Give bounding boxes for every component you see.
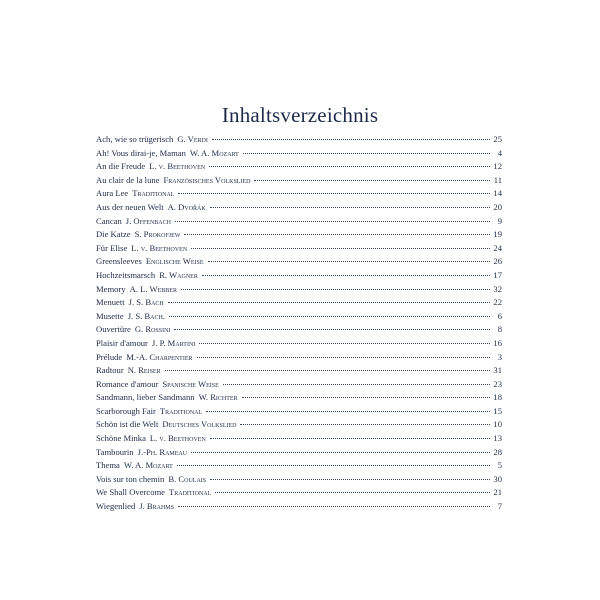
- toc-entry: [96, 283, 502, 297]
- dot-leader: [210, 207, 490, 208]
- dot-leader: [215, 492, 490, 493]
- song-title: Sandmann, lieber Sandmann: [96, 392, 195, 403]
- page-number: 23: [493, 378, 502, 389]
- song-title: We Shall Overcome: [96, 487, 165, 498]
- page-number: 9: [497, 215, 502, 226]
- composer-name: L. v. Beethoven: [149, 161, 206, 172]
- page-number: 17: [493, 269, 502, 280]
- page-number: 26: [493, 256, 502, 267]
- page-number: 18: [493, 392, 502, 403]
- page-number: 8: [497, 324, 502, 335]
- composer-name: W. Richter: [198, 392, 238, 403]
- dot-leader: [197, 357, 491, 358]
- dot-leader: [223, 384, 490, 385]
- composer-name: A. L. Webber: [129, 283, 177, 294]
- composer-name: M.-A. Charpentier: [126, 351, 193, 362]
- composer-name: S. Prokofjew: [134, 229, 181, 240]
- dot-leader: [206, 411, 490, 412]
- toc-entry: [96, 337, 502, 351]
- song-title: Die Katze: [96, 229, 131, 240]
- toc-entry: [96, 500, 502, 514]
- composer-name: J. Brahms: [139, 501, 174, 512]
- toc-entry: [96, 133, 502, 147]
- song-title: Memory: [96, 283, 126, 294]
- dot-leader: [165, 370, 490, 371]
- toc-entry: [96, 228, 502, 242]
- song-title: Wiegenlied: [96, 501, 136, 512]
- song-title: Tambourin: [96, 446, 134, 457]
- toc-entry: [96, 364, 502, 378]
- toc-entry: [96, 269, 502, 283]
- toc-entry: [96, 351, 502, 365]
- dot-leader: [212, 139, 490, 140]
- song-title: Ouvertüre: [96, 324, 131, 335]
- dot-leader: [242, 397, 490, 398]
- page-number: 19: [493, 229, 502, 240]
- composer-name: Spanische Weise: [162, 378, 219, 389]
- song-title: Plaisir d'amour: [96, 337, 148, 348]
- page-number: 32: [493, 283, 502, 294]
- composer-name: L. v. Beethoven: [131, 242, 188, 253]
- page-number: 24: [493, 242, 502, 253]
- page-number: 7: [497, 501, 502, 512]
- composer-name: L. v. Beethoven: [149, 433, 206, 444]
- dot-leader: [177, 465, 490, 466]
- table-of-contents: [96, 133, 502, 514]
- toc-entry: [96, 215, 502, 229]
- composer-name: B. Coulais: [168, 473, 207, 484]
- toc-entry: [96, 405, 502, 419]
- composer-name: Französisches Volkslied: [163, 174, 251, 185]
- composer-name: R. Wagner: [159, 269, 198, 280]
- page-number: 20: [493, 201, 502, 212]
- toc-entry: [96, 418, 502, 432]
- song-title: Vois sur ton chemin: [96, 473, 165, 484]
- page-number: 6: [497, 310, 502, 321]
- dot-leader: [202, 275, 490, 276]
- dot-leader: [169, 316, 490, 317]
- song-title: Für Elise: [96, 242, 128, 253]
- composer-name: Deutsches Volkslied: [162, 419, 237, 430]
- toc-entry: [96, 446, 502, 460]
- dot-leader: [184, 234, 490, 235]
- song-title: Thema: [96, 460, 120, 471]
- dot-leader: [240, 424, 490, 425]
- toc-entry: [96, 160, 502, 174]
- song-title: Radtour: [96, 365, 124, 376]
- page-number: 10: [493, 419, 502, 430]
- composer-name: Traditional: [159, 405, 203, 416]
- composer-name: J. S. Bach: [128, 297, 164, 308]
- song-title: Cancan: [96, 215, 122, 226]
- toc-entry: [96, 296, 502, 310]
- song-title: Aus der neuen Welt: [96, 201, 164, 212]
- page-number: 5: [497, 460, 502, 471]
- composer-name: J. S. Bach.: [127, 310, 165, 321]
- song-title: Ach, wie so trügerisch: [96, 134, 174, 144]
- toc-entry: [96, 242, 502, 256]
- dot-leader: [181, 289, 490, 290]
- dot-leader: [254, 180, 490, 181]
- song-title: Schöne Minka: [96, 433, 146, 444]
- song-title: Romance d'amour: [96, 378, 159, 389]
- dot-leader: [168, 302, 490, 303]
- composer-name: G. Verdi: [177, 134, 208, 144]
- toc-entry: [96, 147, 502, 161]
- composer-name: J.-Ph. Rameau: [137, 446, 188, 457]
- toc-entry: [96, 201, 502, 215]
- song-title: Menuett: [96, 297, 125, 308]
- dot-leader: [191, 452, 490, 453]
- composer-name: J. Offenbach: [125, 215, 171, 226]
- song-title: Schön ist die Welt: [96, 419, 159, 430]
- dot-leader: [210, 479, 490, 480]
- page-number: 11: [493, 174, 502, 185]
- toc-entry: [96, 459, 502, 473]
- song-title: Au clair de la lune: [96, 174, 160, 185]
- song-title: Aura Lee: [96, 188, 129, 199]
- toc-entry: [96, 391, 502, 405]
- toc-entry: [96, 432, 502, 446]
- page-number: 28: [493, 446, 502, 457]
- page-number: 13: [493, 433, 502, 444]
- song-title: Greensleeves: [96, 256, 142, 267]
- composer-name: G. Rossini: [134, 324, 171, 335]
- composer-name: W. A. Mozart: [123, 460, 173, 471]
- page-number: 31: [493, 365, 502, 376]
- dot-leader: [208, 261, 491, 262]
- page-number: 16: [493, 337, 502, 348]
- toc-entry: [96, 473, 502, 487]
- page-number: 3: [497, 351, 502, 362]
- song-title: Scarborough Fair: [96, 405, 156, 416]
- page-number: 4: [497, 147, 502, 158]
- song-title: Musette: [96, 310, 124, 321]
- dot-leader: [174, 329, 490, 330]
- composer-name: W. A. Mozart: [189, 147, 239, 158]
- toc-entry: [96, 255, 502, 269]
- dot-leader: [175, 221, 490, 222]
- dot-leader: [191, 248, 490, 249]
- dot-leader: [178, 506, 490, 507]
- page-number: 25: [493, 134, 502, 144]
- dot-leader: [243, 153, 490, 154]
- toc-entry: [96, 378, 502, 392]
- page-number: 21: [493, 487, 502, 498]
- composer-name: Traditional: [169, 487, 212, 498]
- page-number: 12: [493, 161, 502, 172]
- page-title: Inhaltsverzeichnis: [221, 103, 379, 127]
- page-number: 22: [493, 297, 502, 308]
- dot-leader: [178, 193, 490, 194]
- song-title: An die Freude: [96, 161, 146, 172]
- song-title: Prélude: [96, 351, 123, 362]
- toc-entry: [96, 187, 502, 201]
- song-title: Ah! Vous dirai-je, Maman: [96, 147, 186, 158]
- toc-entry: [96, 486, 502, 500]
- dot-leader: [209, 166, 490, 167]
- toc-entry: [96, 174, 502, 188]
- page-number: 30: [493, 473, 502, 484]
- composer-name: Traditional: [132, 188, 175, 199]
- dot-leader: [199, 343, 490, 344]
- toc-entry: [96, 323, 502, 337]
- page-number: 14: [493, 188, 502, 199]
- composer-name: N. Reiser: [127, 365, 161, 376]
- dot-leader: [210, 438, 490, 439]
- composer-name: A. Dvořák: [167, 201, 206, 212]
- toc-entry: [96, 310, 502, 324]
- composer-name: J. P. Martini: [151, 337, 196, 348]
- song-title: Hochzeitsmarsch: [96, 269, 156, 280]
- page-number: 15: [493, 405, 502, 416]
- composer-name: Englische Weise: [145, 256, 204, 267]
